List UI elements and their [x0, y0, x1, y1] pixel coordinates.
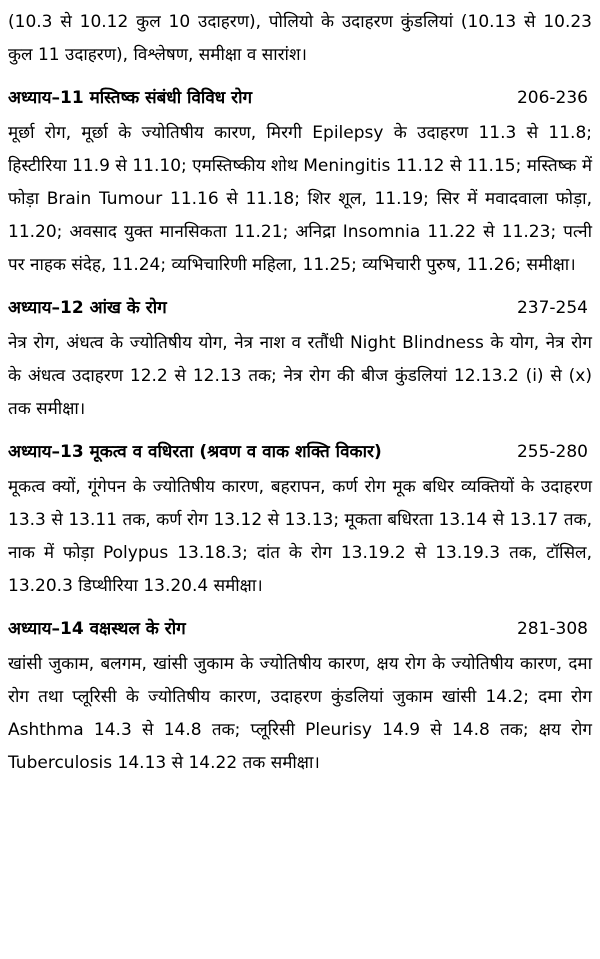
chapter-13	[8, 436, 592, 603]
chapter-summary: मूर्छा रोग, मूर्छा के ज्योतिषीय कारण, मिरगी Epilepsy के उदाहरण 11.3 से 11.8; हिस्टीरिया 11.9 से 11.10; एमस्तिष्कीय शोथ Meningitis 11.12 से 11.15; मस्तिष्क में फोड़ा Brain Tumour 11.16 से 11.18; शिर शूल, 11.19; सिर में मवादवाला फोड़ा, 11.20; अवसाद युक्त मानसिकता 11.21; अनिद्रा Insomnia 11.22 से 11.23; पत्नी पर नाहक संदेह, 11.24; व्यभिचारिणी महिला, 11.25; व्यभिचारी पुरुष, 11.26; समीक्षा।	[8, 123, 592, 275]
chapter-heading	[8, 292, 592, 325]
chapter-summary: नेत्र रोग, अंधत्व के ज्योतिषीय योग, नेत्र नाश व रतौंधी Night Blindness के योग, नेत्र रोग के अंधत्व उदाहरण 12.2 से 12.13 तक; नेत्र रोग की बीज कुंडलियां 12.13.2 (i) से (x) तक समीक्षा।	[8, 333, 592, 419]
chapter-page-range: 255-280	[516, 442, 588, 462]
chapter-page-range: 206-236	[516, 88, 588, 108]
chapter-heading	[8, 82, 592, 115]
chapter-title: अध्याय–13 मूकत्व व वधिरता (श्रवण व वाक शक्ति विकार)	[8, 442, 382, 462]
chapter-summary: खांसी जुकाम, बलगम, खांसी जुकाम के ज्योतिषीय कारण, क्षय रोग के ज्योतिषीय कारण, दमा रोग तथा प्लूरिसी के ज्योतिषीय कारण, उदाहरण कुंडलियां जुकाम खांसी 14.2; दमा रोग Ashthma 14.3 से 14.8 तक; प्लूरिसी Pleurisy 14.9 से 14.8 तक; क्षय रोग Tuberculosis 14.13 से 14.22 तक समीक्षा।	[8, 654, 592, 773]
chapter-11	[8, 82, 592, 282]
chapter-title: अध्याय–11 मस्तिष्क संबंधी विविध रोग	[8, 88, 253, 108]
chapter-heading	[8, 436, 592, 469]
chapter-14	[8, 613, 592, 780]
chapter-12	[8, 292, 592, 426]
chapter-heading	[8, 613, 592, 646]
chapter-summary: मूकत्व क्यों, गूंगेपन के ज्योतिषीय कारण, बहरापन, कर्ण रोग मूक बधिर व्यक्तियों के उदाहरण 13.3 से 13.11 तक, कर्ण रोग 13.12 से 13.13; मूकता बधिरता 13.14 से 13.17 तक, नाक में फोड़ा Polypus 13.18.3; दांत के रोग 13.19.2 से 13.19.3 तक, टॉसिल, 13.20.3 डिप्थीरिया 13.20.4 समीक्षा।	[8, 477, 592, 596]
chapter-title: अध्याय–14 वक्षस्थल के रोग	[8, 619, 186, 639]
chapter-page-range: 281-308	[516, 619, 588, 639]
intro-paragraph: (10.3 से 10.12 कुल 10 उदाहरण), पोलियो के उदाहरण कुंडलियां (10.13 से 10.23 कुल 11 उदाहरण), विश्लेषण, समीक्षा व सारांश।	[8, 12, 592, 65]
chapter-page-range: 237-254	[516, 298, 588, 318]
chapter-title: अध्याय–12 आंख के रोग	[8, 298, 167, 318]
